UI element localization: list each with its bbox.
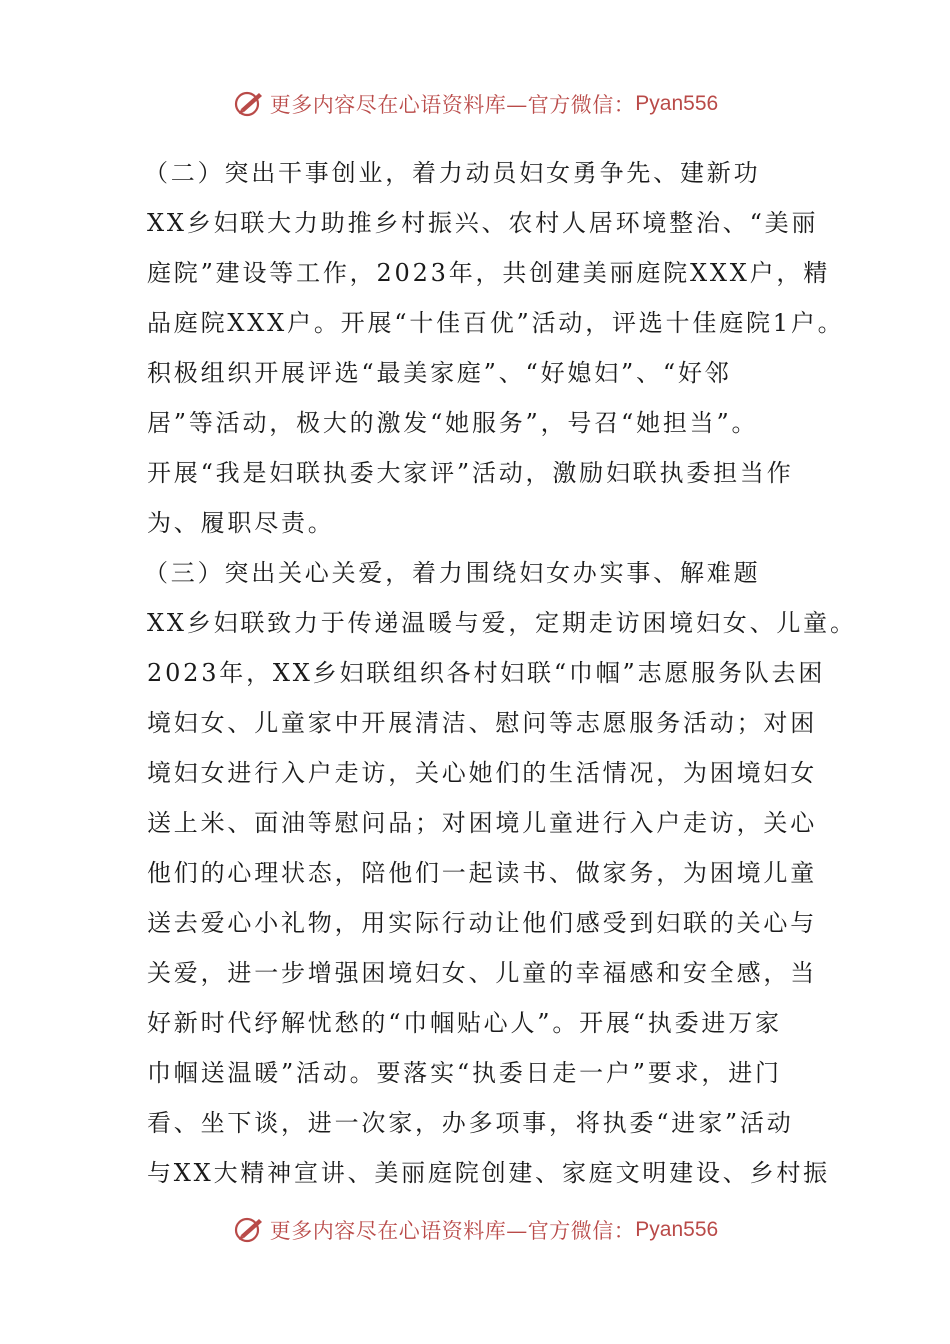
paragraph-line: 2023年，XX乡妇联组织各村妇联“巾帼”志愿服务队去困: [147, 659, 826, 687]
watermark-wechat-id: Pyan556: [635, 92, 719, 115]
paragraph-line: 积极组织开展评选“最美家庭”、“好媳妇”、“好邻: [147, 359, 732, 387]
document-body: [144, 148, 857, 1198]
watermark-wechat-id: Pyan556: [635, 1218, 719, 1241]
paragraph-line: 为、履职尽责。: [147, 509, 335, 537]
watermark-header: [0, 84, 950, 124]
paragraph-line: 境妇女进行入户走访，关心她们的生活情况，为困境妇女: [147, 759, 817, 787]
paragraph-line: 居”等活动，极大的激发“她服务”，号召“她担当”。: [147, 409, 759, 437]
paragraph-line: 关爱，进一步增强困境妇女、儿童的幸福感和安全感，当: [147, 959, 817, 987]
watermark-text: 更多内容尽在心语资料库—官方微信：: [269, 1219, 636, 1243]
paragraph-line: 庭院”建设等工作，2023年，共创建美丽庭院XXX户，精: [147, 259, 831, 287]
paragraph-line: 看、坐下谈，进一次家，办多项事，将执委“进家”活动: [147, 1109, 794, 1137]
watermark-footer: [0, 1210, 950, 1250]
paragraph-line: 与XX大精神宣讲、美丽庭院创建、家庭文明建设、乡村振: [147, 1159, 830, 1187]
paragraph-line: 送去爱心小礼物，用实际行动让他们感受到妇联的关心与: [147, 909, 817, 937]
section-heading-3: （三）突出关心关爱，着力围绕妇女办实事、解难题: [144, 559, 761, 587]
pen-circle-logo-icon: [232, 87, 266, 121]
section-heading-2: （二）突出干事创业，着力动员妇女勇争先、建新功: [144, 159, 761, 187]
pen-circle-logo-icon: [232, 1213, 266, 1247]
paragraph-line: 品庭院XXX户。开展“十佳百优”活动，评选十佳庭院1户。: [147, 309, 845, 337]
paragraph-line: 境妇女、儿童家中开展清洁、慰问等志愿服务活动；对困: [147, 709, 817, 737]
paragraph-line: 巾帼送温暖”活动。要落实“执委日走一户”要求，进门: [147, 1059, 782, 1087]
paragraph-line: 送上米、面油等慰问品；对困境儿童进行入户走访，关心: [147, 809, 817, 837]
paragraph-line: 开展“我是妇联执委大家评”活动，激励妇联执委担当作: [147, 459, 794, 487]
paragraph-line: XX乡妇联大力助推乡村振兴、农村人居环境整治、“美丽: [147, 209, 819, 237]
paragraph-line: 好新时代纾解忧愁的“巾帼贴心人”。开展“执委进万家: [147, 1009, 782, 1037]
paragraph-line: XX乡妇联致力于传递温暖与爱，定期走访困境妇女、儿童。: [147, 609, 857, 637]
paragraph-line: 他们的心理状态，陪他们一起读书、做家务，为困境儿童: [147, 859, 817, 887]
watermark-text: 更多内容尽在心语资料库—官方微信：: [269, 93, 636, 117]
